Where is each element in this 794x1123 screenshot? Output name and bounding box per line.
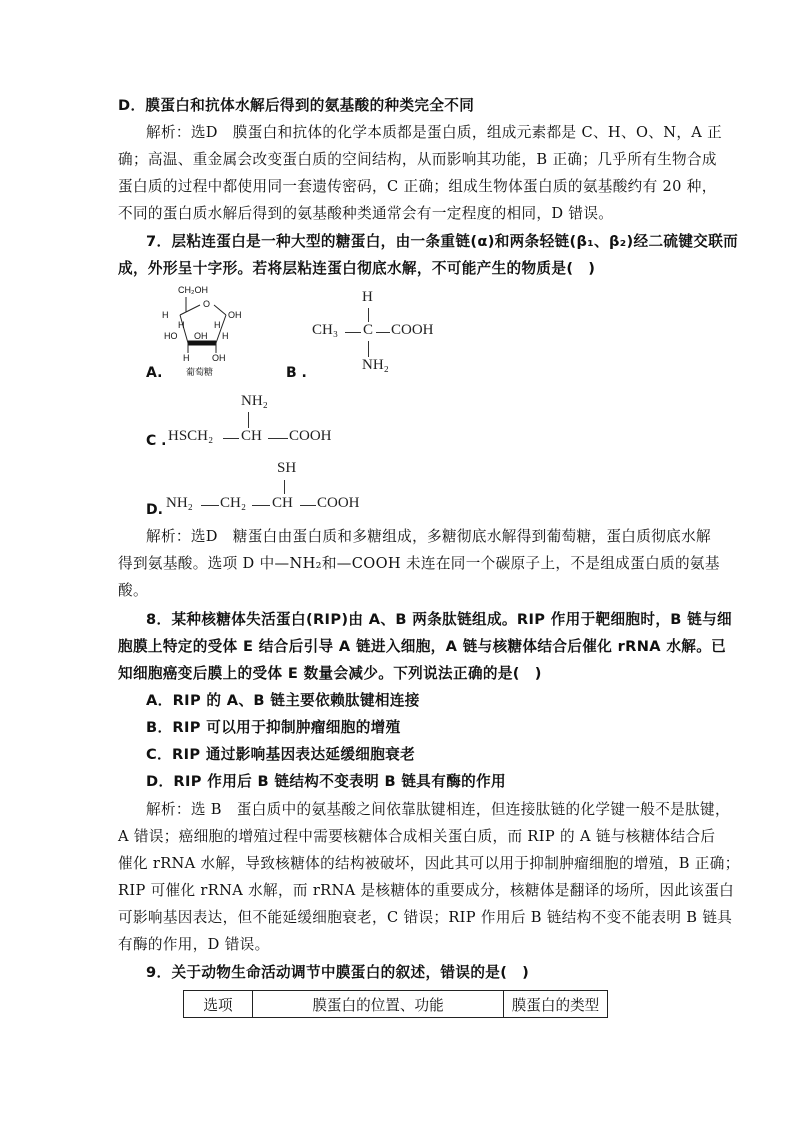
struct-c-cooh: COOH [289, 428, 332, 444]
struct-d-bond-up [284, 480, 285, 494]
question-9-table [183, 990, 608, 1018]
glucose-ho-label: HO [164, 331, 178, 341]
table-header-option: 选项 [184, 991, 253, 1018]
struct-b-ch3: CH₃ [312, 322, 339, 338]
analysis-8-line-3: 催化 rRNA 水解，导致核糖体的结构被破坏，因此其可以用于抑制肿瘤细胞的增殖，B 正确； [118, 855, 740, 872]
glucose-name-label: 葡萄糖 [186, 368, 214, 378]
struct-d-cooh: COOH [317, 495, 360, 511]
glucose-h-label-3: H [214, 320, 221, 330]
option-d-label: D. [146, 502, 163, 518]
glucose-h-label-1: H [162, 310, 169, 320]
analysis-7-line-2: 得到氨基酸。选项 D 中—NH₂和—COOH 未连在同一个碳原子上，不是组成蛋白质的氨基 [118, 555, 720, 572]
option-a-label: A. [146, 365, 163, 381]
struct-c-hsch2: HSCH₂ [168, 428, 214, 444]
analysis-6-line-3: 蛋白质的过程中都使用同一套遗传密码，C 正确；组成生物体蛋白质的氨基酸约有 20 种， [118, 178, 717, 195]
analysis-6-line-4: 不同的蛋白质水解后得到的氨基酸种类通常会有一定程度的相同，D 错误。 [118, 205, 614, 222]
glucose-ch2oh-label: CH₂OH [178, 285, 208, 295]
question-6-option-d: D．膜蛋白和抗体水解后得到的氨基酸的种类完全不同 [118, 97, 475, 114]
glucose-structure [158, 285, 248, 378]
question-8-option-c: C．RIP 通过影响基因表达延缓细胞衰老 [146, 746, 416, 763]
question-8-line-2: 胞膜上特定的受体 E 结合后引导 A 链进入细胞，A 链与核糖体结合后催化 rRNA 水解。已 [118, 638, 727, 655]
table-header-position-function: 膜蛋白的位置、功能 [253, 991, 504, 1018]
glucose-o-label: O [203, 299, 211, 309]
analysis-8-line-5: 可影响基因表达，但不能延缓细胞衰老，C 错误；RIP 作用后 B 链结构不变不能表明 B 链具 [118, 909, 733, 926]
struct-c-nh2: NH₂ [241, 393, 268, 409]
struct-b-cooh: COOH [391, 322, 434, 338]
analysis-8-line-6: 有酶的作用，D 错误。 [118, 936, 270, 953]
struct-b-bond-down [368, 341, 369, 357]
analysis-6-line-1: 解析：选D 膜蛋白和抗体的化学本质都是蛋白质，组成元素都是 C、H、O、N，A 正 [146, 124, 723, 141]
struct-d-ch: CH [272, 495, 293, 511]
analysis-7-line-3: 酸。 [118, 582, 148, 599]
question-9-line-1: 9．关于动物生命活动调节中膜蛋白的叙述，错误的是( ) [146, 964, 530, 981]
analysis-8-line-1: 解析：选 B 蛋白质中的氨基酸之间依靠肽键相连，但连接肽链的化学键一般不是肽键， [146, 801, 730, 818]
analysis-6-line-2: 确；高温、重金属会改变蛋白质的空间结构，从而影响其功能，B 正确；几乎所有生物合成 [118, 151, 717, 168]
analysis-8-line-2: A 错误；癌细胞的增殖过程中需要核糖体合成相关蛋白质，而 RIP 的 A 链与核糖体结合后 [118, 828, 716, 845]
struct-d-sh: SH [277, 460, 297, 476]
glucose-oh-label-2: OH [194, 331, 208, 341]
struct-b-bond-left [345, 332, 361, 333]
option-b-label: B . [286, 365, 307, 381]
question-8-option-a: A．RIP 的 A、B 链主要依赖肽键相连接 [146, 692, 420, 709]
glucose-h-label-5: H [183, 353, 190, 363]
struct-d-bond-3 [300, 505, 316, 506]
struct-b-bond-right [376, 332, 390, 333]
struct-c-bond-right [268, 438, 288, 439]
question-8-line-1: 8．某种核糖体失活蛋白(RIP)由 A、B 两条肽链组成。RIP 作用于靶细胞时，B 链与细 [146, 611, 732, 628]
struct-b-nh2: NH₂ [362, 357, 389, 373]
option-c-label: C . [146, 433, 167, 449]
analysis-8-line-4: RIP 可催化 rRNA 水解，而 rRNA 是核糖体的重要成分，核糖体是翻译的场所，因此该蛋白 [118, 882, 735, 899]
struct-b-bond-up [368, 308, 369, 322]
glucose-h-label-4: H [222, 331, 229, 341]
glucose-h-label-2: H [178, 320, 185, 330]
struct-d-ch2: CH₂ [220, 495, 247, 511]
question-8-option-b: B．RIP 可以用于抑制肿瘤细胞的增殖 [146, 719, 401, 736]
struct-c-bond-left [223, 438, 239, 439]
glucose-oh-label-1: OH [228, 310, 242, 320]
table-header-type: 膜蛋白的类型 [504, 991, 608, 1018]
struct-b-c: C [363, 322, 374, 338]
struct-d-nh2: NH₂ [166, 495, 193, 511]
question-8-option-d: D．RIP 作用后 B 链结构不变表明 B 链具有酶的作用 [146, 773, 506, 790]
struct-c-ch: CH [241, 428, 262, 444]
struct-d-bond-2 [252, 505, 270, 506]
struct-b-h: H [362, 289, 373, 305]
glucose-oh-label-3: OH [212, 353, 226, 363]
analysis-7-line-1: 解析：选D 糖蛋白由蛋白质和多糖组成，多糖彻底水解得到葡萄糖，蛋白质彻底水解 [146, 528, 711, 545]
struct-c-bond-up [248, 412, 249, 428]
table-header-row [184, 991, 608, 1018]
question-7-line-2: 成，外形呈十字形。若将层粘连蛋白彻底水解，不可能产生的物质是( ) [118, 260, 596, 277]
question-7-line-1: 7．层粘连蛋白是一种大型的糖蛋白，由一条重链(α)和两条轻链(β₁、β₂)经二硫键交联而 [146, 233, 739, 250]
struct-d-bond-1 [201, 505, 219, 506]
question-8-line-3: 知细胞癌变后膜上的受体 E 数量会减少。下列说法正确的是( ) [118, 665, 542, 682]
